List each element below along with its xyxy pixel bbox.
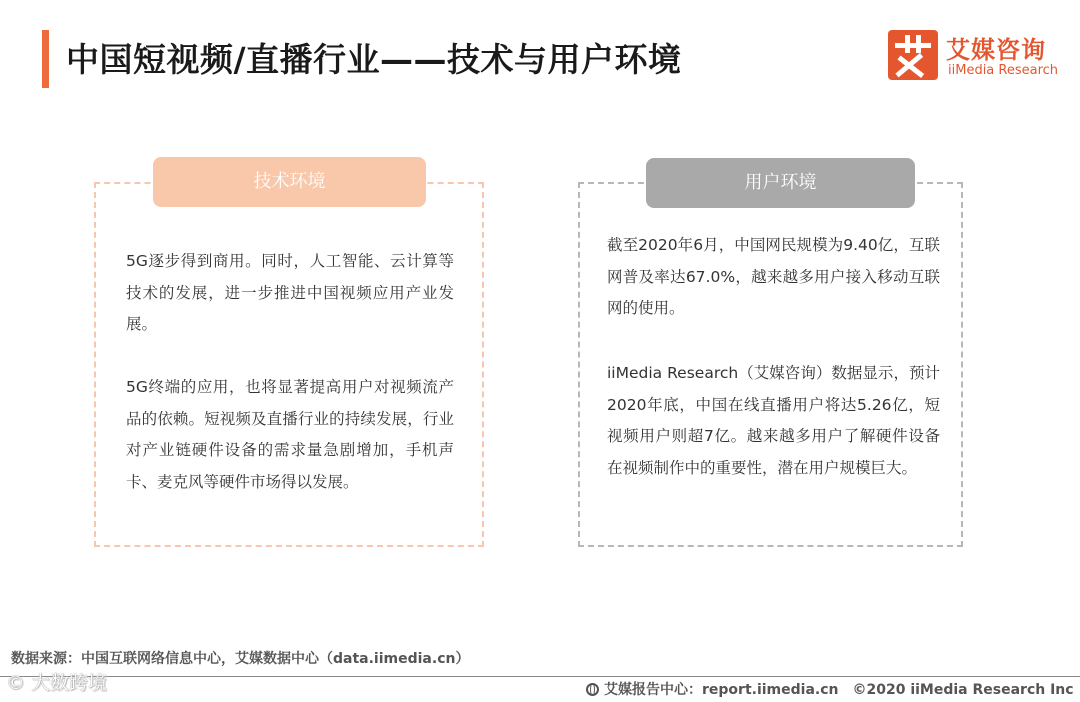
watermark: © 大数跨境 bbox=[6, 672, 108, 694]
copyright: ©2020 iiMedia Research Inc bbox=[852, 682, 1074, 698]
tech-paragraph-1: 5G逐步得到商用。同时，人工智能、云计算等技术的发展，进一步推进中国视频应用产业发展。 bbox=[126, 252, 454, 333]
logo-text-cn: 艾媒咨询 bbox=[946, 36, 1046, 64]
logo-mark-icon bbox=[888, 30, 938, 80]
footer-info bbox=[586, 679, 1074, 699]
user-environment-label: 用户环境 bbox=[646, 158, 915, 208]
user-paragraph-1: 截至2020年6月，中国网民规模为9.40亿，互联网普及率达67.0%，越来越多用户接入移动互联网的使用。 bbox=[607, 236, 940, 317]
footer-divider bbox=[0, 676, 1080, 677]
report-center-link[interactable]: 艾媒报告中心：report.iimedia.cn bbox=[604, 682, 839, 698]
user-paragraph-2: iiMedia Research（艾媒咨询）数据显示，预计2020年底，中国在线直播用户将达5.26亿，短视频用户则超7亿。越来越多用户了解硬件设备在视频制作中的重要性，潜在用户规模巨大。 bbox=[607, 364, 940, 477]
data-source-note: 数据来源：中国互联网络信息中心，艾媒数据中心（data.iimedia.cn） bbox=[11, 651, 470, 667]
logo-text-en: iiMedia Research bbox=[948, 63, 1059, 78]
globe-icon bbox=[586, 683, 599, 696]
title-accent-bar bbox=[42, 30, 49, 88]
tech-environment-label: 技术环境 bbox=[153, 157, 426, 207]
tech-paragraph-2: 5G终端的应用，也将显著提高用户对视频流产品的依赖。短视频及直播行业的持续发展，行业对产业链硬件设备的需求量急剧增加，手机声卡、麦克风等硬件市场得以发展。 bbox=[126, 378, 454, 491]
page-title: 中国短视频/直播行业——技术与用户环境 bbox=[66, 40, 682, 79]
brand-logo bbox=[888, 30, 1068, 82]
